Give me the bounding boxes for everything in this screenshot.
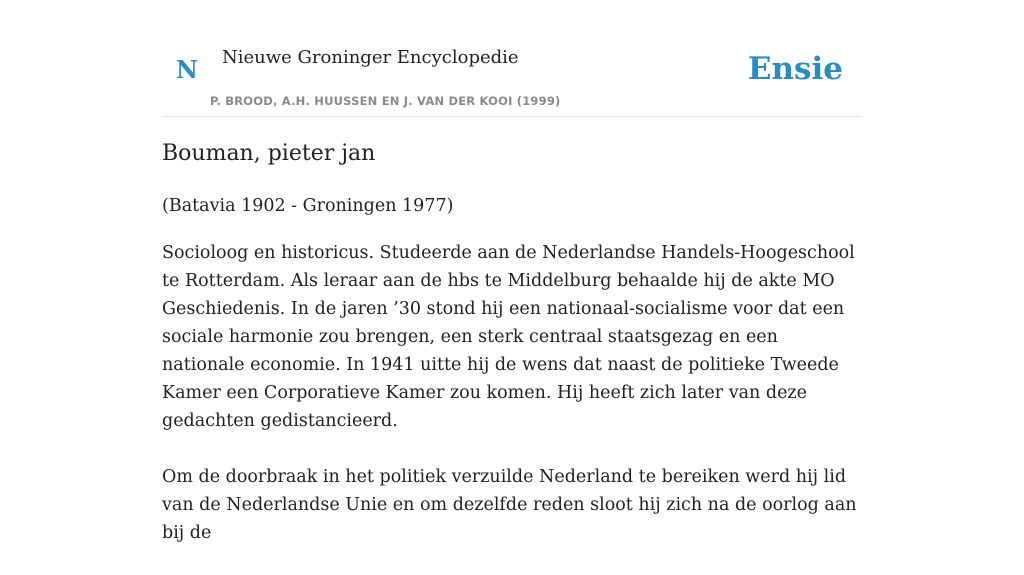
article-paragraph: Om de doorbraak in het politiek verzuilde Nederland te bereiken werd hij lid van de Nederlandse Unie en om dezelfde reden sloot hij zich na de oorlog aan bij de [162, 467, 857, 543]
publication-logo[interactable]: N [176, 55, 198, 84]
article-body [162, 239, 862, 575]
header [162, 0, 862, 117]
publication-title[interactable]: Nieuwe Groninger Encyclopedie [222, 47, 519, 68]
publication-authors: P. BROOD, A.H. HUUSSEN EN J. VAN DER KOOI (1999) [210, 94, 561, 108]
brand-logo[interactable]: Ensie [747, 51, 843, 87]
article-paragraph: Socioloog en historicus. Studeerde aan de Nederlandse Handels-Hoogeschool te Rotterdam. Als leraar aan de hbs te Middelburg behaalde hij de akte MO Geschiedenis. In de jaren ’30 stond hij een nationaal-socialisme voor dat een sociale harmonie zou brengen, een sterk centraal staatsgezag en een nationale economie. In 1941 uitte hij de wens dat naast de politieke Tweede Kamer een Corporatieve Kamer zou komen. Hij heeft zich later van deze gedachten gedistancieerd. [162, 243, 855, 431]
article-title: Bouman, pieter jan [162, 141, 376, 166]
article-subtitle: (Batavia 1902 - Groningen 1977) [162, 196, 454, 216]
page [162, 0, 862, 543]
